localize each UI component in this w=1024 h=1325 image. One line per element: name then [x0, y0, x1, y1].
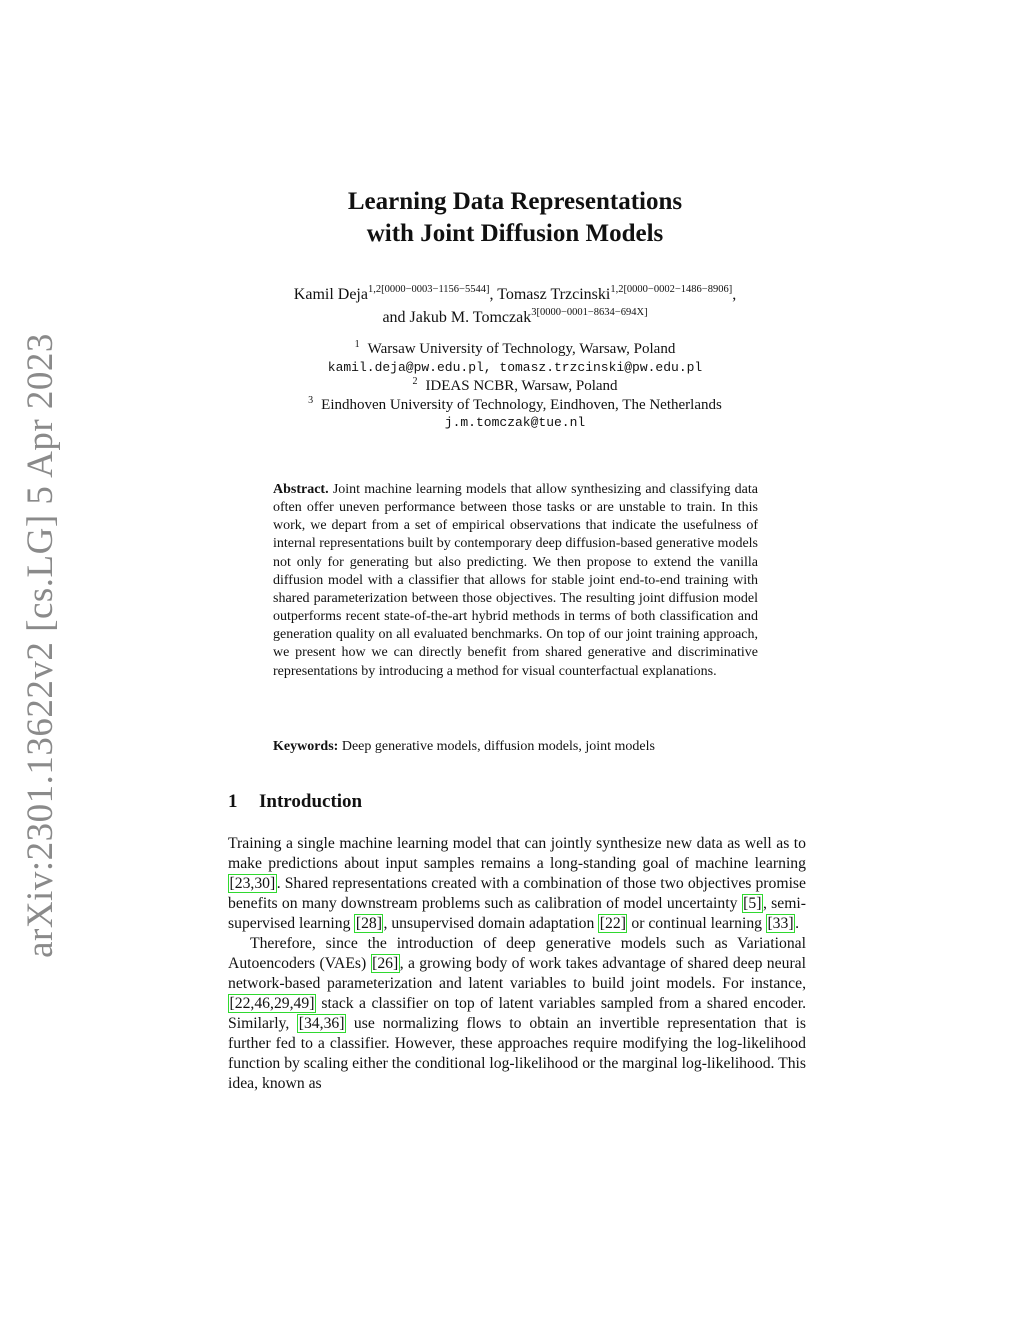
affiliation-3-email[interactable]: j.m.tomczak@tue.nl [444, 415, 586, 430]
author-orcid: 1,2[0000−0003−1156−5544] [367, 284, 490, 295]
title-line-2: with Joint Diffusion Models [366, 220, 664, 247]
author-orcid: 3[0000−0001−8634−694X] [531, 307, 648, 318]
authors-line-2 [200, 306, 830, 329]
paper-title [0, 186, 1024, 250]
citation-link[interactable]: [28] [355, 915, 382, 932]
author-separator: , [732, 286, 737, 303]
abstract [273, 481, 758, 681]
section-title: Introduction [259, 791, 363, 812]
keywords-text: Deep generative models, diffusion models, joint models [341, 739, 655, 754]
citation-link[interactable]: [23,30] [229, 875, 276, 892]
affiliation-1-emails[interactable]: kamil.deja@pw.edu.pl, tomasz.trzcinski@pw.edu.pl [327, 359, 703, 375]
keywords-label: Keywords: [273, 739, 339, 754]
citation-link[interactable]: [22,46,29,49] [229, 995, 315, 1012]
author-name: Tomasz Trzcinski [497, 286, 611, 303]
section-number: 1 [228, 791, 238, 812]
arxiv-sidebar [8, 332, 72, 958]
affiliation-mark: 2 [412, 376, 418, 387]
author-list [200, 283, 830, 329]
keywords [273, 738, 758, 756]
body-text [228, 834, 806, 1094]
authors-line-1 [200, 283, 830, 306]
affiliation-mark: 3 [308, 394, 314, 406]
affiliations [200, 340, 830, 433]
citation-link[interactable]: [26] [372, 955, 399, 972]
title-line-1: Learning Data Representations [347, 188, 683, 215]
affiliation-mark: 1 [354, 339, 360, 350]
paragraph-1: Training a single machine learning model that can jointly synthesize new data as well as to make predictions about input samples remains a long-standing goal of machine learning [23,30]. Shared representations created with a combination of those two objectives promise benefits on many downstream problems such as calibration of model uncertainty [5], semi-supervised learning [28], unsupervised domain adaptation [22] or continual learning [33]. [228, 835, 806, 932]
citation-link[interactable]: [22] [599, 915, 626, 932]
affiliation-3: $^3$ Eindhoven University of Technology, Eindhoven, The Netherlands [308, 394, 722, 413]
citation-link[interactable]: [33] [767, 915, 794, 932]
arxiv-identifier: arXiv:2301.13622v2 [cs.LG] 5 Apr 2023 [19, 332, 61, 958]
author-separator: , [489, 286, 498, 303]
abstract-label: Abstract. [273, 482, 329, 497]
citation-link[interactable]: [34,36] [298, 1015, 345, 1032]
citation-link[interactable]: [5] [743, 895, 762, 912]
author-orcid: 1,2[0000−0002−1486−8906] [610, 284, 733, 295]
affiliation-2: $^2$ IDEAS NCBR, Warsaw, Poland [412, 376, 618, 394]
section-heading [228, 790, 808, 814]
paragraph-2: Therefore, since the introduction of deep generative models such as Variational Autoencoders (VAEs) [26], a growing body of work takes advantage of shared deep neural network-based parameterization and latent variables to build joint models. For instance, [22,46,29,49] stack a classifier on top of latent variables sampled from a shared encoder. Similarly, [34,36] use normalizing flows to obtain an invertible representation that is further fed to a classifier. However, these approaches require modifying the log-likelihood function by scaling either the conditional log-likelihood or the marginal log-likelihood. This idea, known as [228, 935, 807, 1092]
author-name: and Jakub M. Tomczak [382, 309, 532, 326]
abstract-text: Joint machine learning models that allow synthesizing and classifying data often offer uneven performance between those tasks or are unstable to train. In this work, we depart from a set of empirical observations that indicate the usefulness of internal representations built by contemporary deep diffusion-based generative models not only for generating but also predicting. We then propose to extend the vanilla diffusion model with a classifier that allows for stable joint end-to-end training with shared parameterization between those objectives. The resulting joint diffusion model outperforms recent state-of-the-art hybrid methods in terms of both classification and generation quality on all evaluated benchmarks. On top of our joint training approach, we present how we can directly benefit from shared generative and discriminative representations by introducing a method for visual counterfactual explanations. [273, 482, 758, 679]
author-name: Kamil Deja [293, 286, 368, 303]
affiliation-1: $^1$ Warsaw University of Technology, Warsaw, Poland [354, 339, 676, 357]
